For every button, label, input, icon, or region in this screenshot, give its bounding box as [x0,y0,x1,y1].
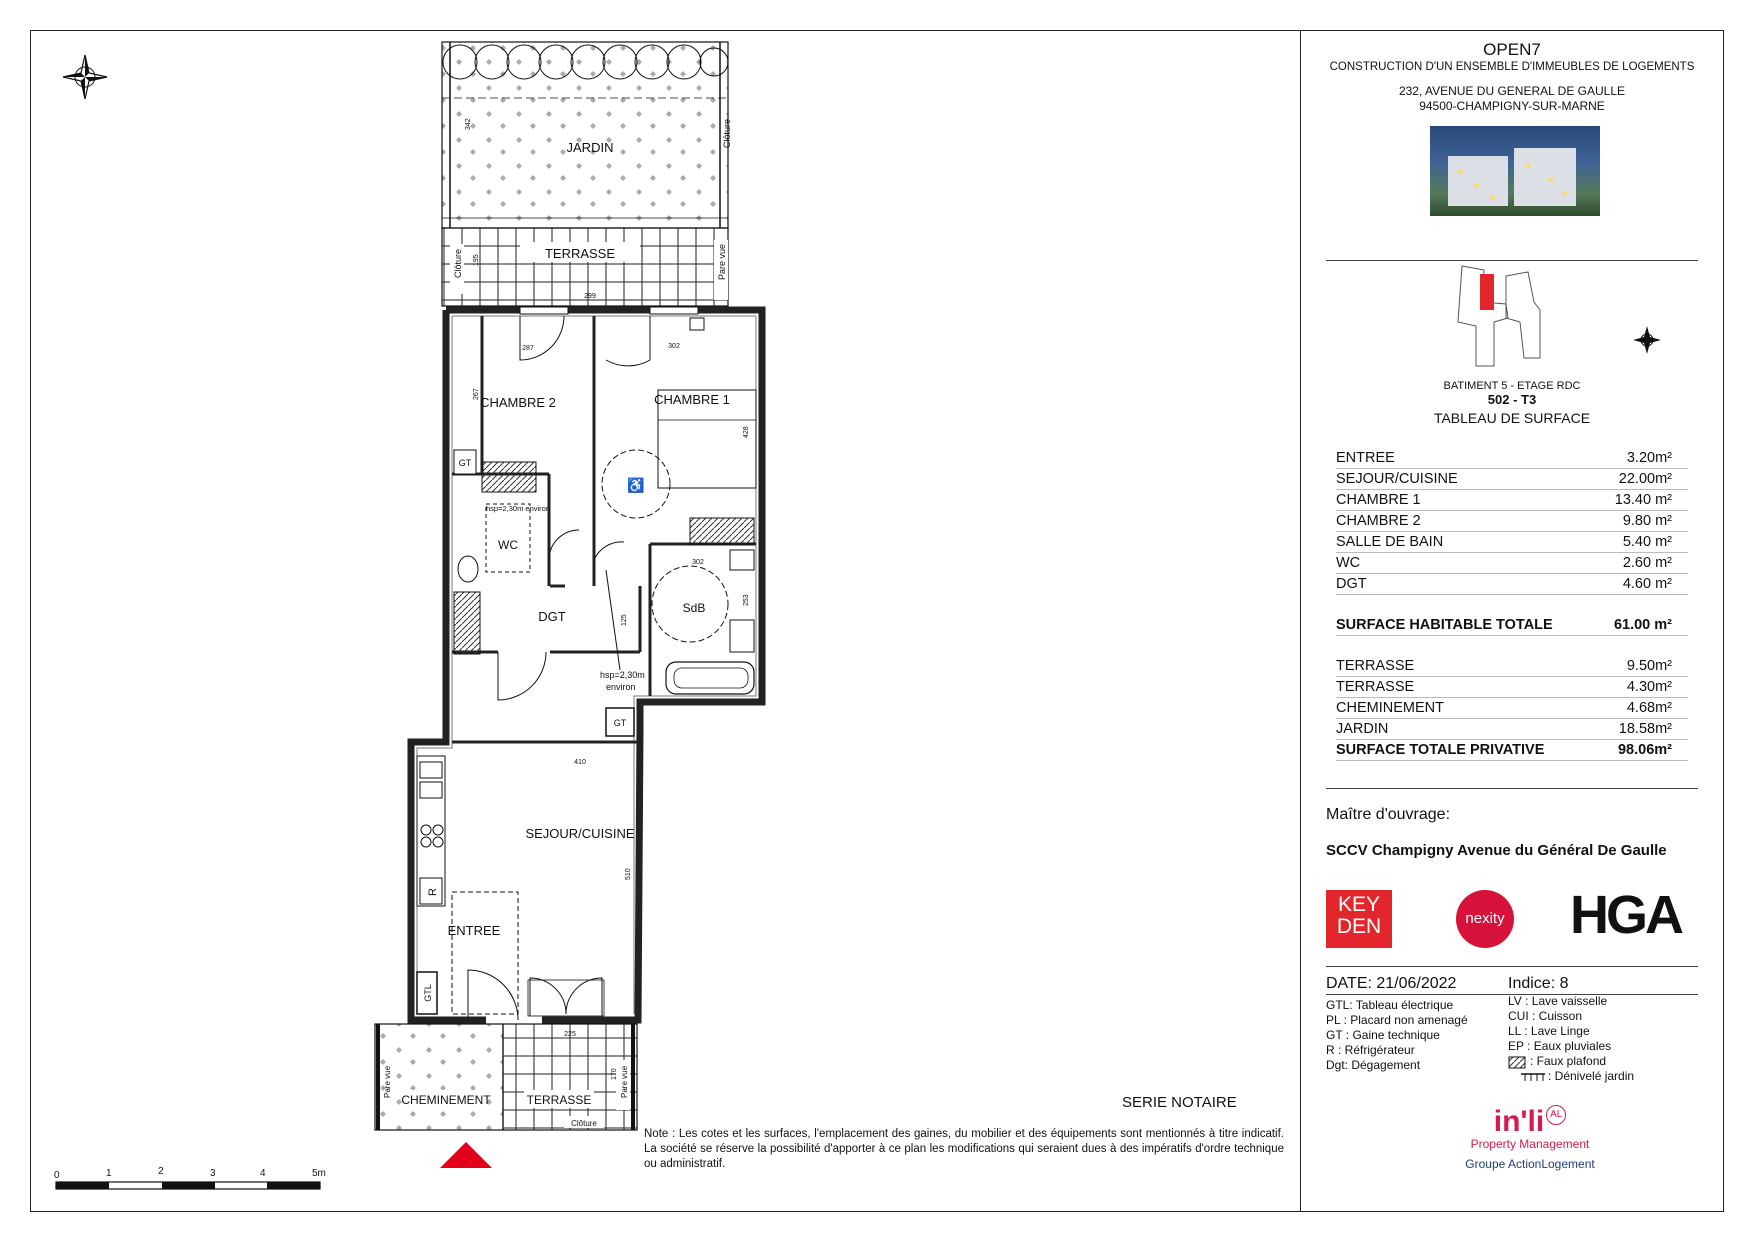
dim-302b: 302 [692,559,704,566]
label-gt-1: GT [458,458,472,468]
surface-row: CHAMBRE 2 9.80 m² [1336,511,1688,532]
surface-row: SALLE DE BAIN 5.40 m² [1336,532,1688,553]
address-line-1: 232, AVENUE DU GENERAL DE GAULLE [1398,84,1626,98]
separator-1 [1326,260,1698,261]
exterieur-row: CHEMINEMENT 4.68m² [1336,698,1688,719]
project-subtitle: CONSTRUCTION D'UN ENSEMBLE D'IMMEUBLES DE LOGEMENTS [1329,61,1695,73]
label-jardin: JARDIN [566,140,614,155]
separator-3 [1326,966,1698,967]
dim-195: 195 [473,254,480,266]
floor-plan [30,30,1300,1212]
nexity-logo: nexity [1456,890,1514,948]
dim-299: 299 [584,293,596,300]
dim-125: 125 [621,614,628,626]
label-entree: ENTREE [447,923,501,938]
label-cloture-left: Clôture [453,248,463,278]
label-hsp-1: hsp=2,30m environ [486,504,550,513]
project-name: OPEN7 [1483,40,1541,59]
label-chambre-2: CHAMBRE 2 [480,395,556,410]
dim-170: 170 [611,1068,618,1080]
label-pare-vue-top: Pare vue [717,243,727,280]
building-key-plan [1450,262,1560,370]
label-gtl: GTL [423,984,433,1002]
dim-410: 410 [574,759,586,766]
compass-rose-icon [63,55,107,99]
inli-logo: in'li AL Property Management Groupe ActionLogement [1465,1105,1595,1171]
dim-302a: 302 [668,343,680,350]
terrasse-bottom-area [503,1024,637,1130]
label-r: R [427,888,439,896]
surface-privative-row: SURFACE TOTALE PRIVATIVE 98.06m² [1336,740,1688,761]
serie-notaire: SERIE NOTAIRE [1122,1094,1237,1111]
dim-253: 253 [743,594,750,606]
surface-row: CHAMBRE 1 13.40 m² [1336,490,1688,511]
address-line-2: 94500-CHAMPIGNY-SUR-MARNE [1419,99,1605,113]
scale-1: 1 [106,1168,112,1179]
keyden-logo: KEY DEN [1326,890,1392,948]
label-terrasse-top: TERRASSE [544,246,616,261]
exterieur-row: JARDIN 18.58m² [1336,719,1688,740]
dim-267: 267 [473,388,480,400]
batiment-label: BATIMENT 5 - ETAGE RDC [1443,380,1581,392]
scale-2: 2 [158,1166,164,1177]
label-chambre-1: CHAMBRE 1 [654,392,730,407]
scale-bar [54,1166,326,1189]
label-cheminement: CHEMINEMENT [401,1093,491,1107]
terrasse-top-area [442,228,728,306]
dim-225: 225 [564,1031,576,1038]
faux-plafond-hatch-icon [1508,1056,1526,1069]
label-sejour: SEJOUR/CUISINE [525,826,635,841]
dim-287: 287 [522,345,534,352]
exterieur-row: TERRASSE 4.30m² [1336,677,1688,698]
denivele-jardin-icon [1520,1071,1546,1084]
footer-note: Note : Les cotes et les surfaces, l'emplacement des gaines, du mobilier et des équipements sont mentionnés à titre indicatif. La société se réserve la possibilité d'apporter à ce plan les modifications qui seraient dues à des impératifs d'ordre technique ou administratif. [644,1128,1284,1170]
label-cloture-right: Clôture [722,118,732,148]
dim-342: 342 [465,118,472,130]
tableau-label: TABLEAU DE SURFACE [1433,410,1591,426]
separator-2 [1326,788,1698,789]
label-cloture-bottom: Clôture [571,1119,597,1128]
label-sdb: SdB [682,601,706,615]
label-hsp-2a: hsp=2,30m [600,670,645,680]
maitre-ouvrage-label: Maître d'ouvrage: [1326,806,1451,823]
scale-3: 3 [210,1168,216,1179]
surface-row: ENTREE 3.20m² [1336,448,1688,469]
unit-highlight [1480,274,1494,310]
compass-small-icon [1622,320,1672,360]
lot-label: 502 - T3 [1487,392,1537,407]
label-wc: WC [498,538,518,552]
scale-0: 0 [54,1170,60,1181]
scale-4: 4 [260,1168,266,1179]
hga-logo: HGA [1570,885,1681,945]
apartment-walls [411,310,762,1020]
panel-divider [1300,30,1301,1212]
title-block: OPEN7 CONSTRUCTION D'UN ENSEMBLE D'IMMEUBLES DE LOGEMENTS 232, AVENUE DU GENERAL DE GAULLE 94500-CHAMPIGNY-SUR-MARNE BATIMENT 5 - ETAGE RDC 502 - T3 TABLEAU DE SURFACE ENTREE 3.20m² SEJOUR/CUISINE 22.00m² CHAMBRE 1 13.40 m² CHAMBRE 2 9.80 m² SALLE DE BAIN 5.40 m² WC 2.60 m² DGT 4.60 m² SURFACE HABITABLE TOTALE 61.00 m² TERRASSE 9.50m² TERRASSE 4.30m² CHEMINEMENT 4.68m² JARDIN 18.58m² SURFACE TOTALE PRIVATIVE 98.06m² Maître d'ouvrage: SCCV Champigny Avenue du Général De Gaulle KEY DEN nexity HGA DATE: 21/06/2022 Indice: 8 GTL: Tableau électrique PL : Placard non amenagé GT : Gaine technique R : Réfrigérateur Dgt: Dégagement LV : Lave vaisselle CUI : Cuisson LL : Lave Linge EP : Eaux pluviales : Faux plafond : Dénivelé jardin in'li AL Property Management Groupe ActionLogement [1302,30,1722,1212]
surface-row: DGT 4.60 m² [1336,574,1688,595]
exterieur-row: TERRASSE 9.50m² [1336,656,1688,677]
surface-row: WC 2.60 m² [1336,553,1688,574]
surface-row: SEJOUR/CUISINE 22.00m² [1336,469,1688,490]
label-dgt: DGT [538,609,566,624]
kitchen-counter [417,756,445,906]
label-pare-vue-bl: Pare vue [383,1065,392,1098]
entrance-arrow-icon [440,1142,492,1168]
wheelchair-icon: ♿ [627,477,645,493]
scale-5m: 5m [312,1168,326,1179]
jardin-area [442,42,732,228]
date-label: DATE: 21/06/2022 [1326,975,1457,992]
dim-428: 428 [743,426,750,438]
maitre-ouvrage-name: SCCV Champigny Avenue du Général De Gaulle [1326,842,1667,859]
indice-label: Indice: 8 [1508,975,1569,992]
cheminement-area [375,1024,503,1130]
label-gt-2: GT [613,718,627,728]
building-render-image [1430,126,1600,216]
dim-510: 510 [625,868,632,880]
label-terrasse-bottom: TERRASSE [526,1093,592,1107]
label-hsp-2b: environ [606,682,636,692]
surface-habitable-row: SURFACE HABITABLE TOTALE 61.00 m² [1336,615,1688,636]
label-pare-vue-br: Pare vue [620,1065,629,1098]
